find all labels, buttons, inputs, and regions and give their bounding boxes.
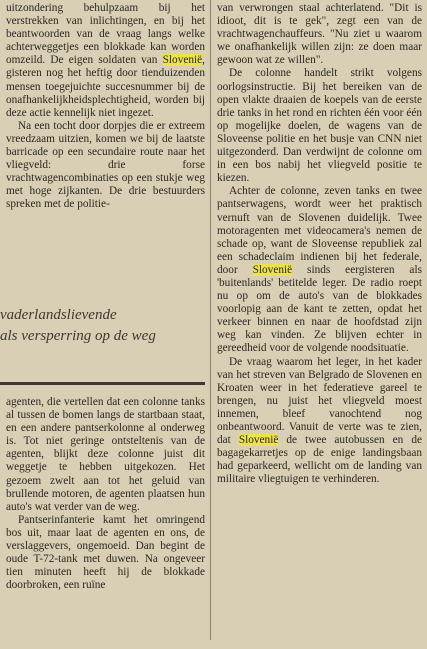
- highlighted-word: Slovenië: [252, 263, 293, 276]
- article-paragraph: [6, 396, 205, 514]
- article-column-right: [217, 2, 422, 486]
- text-run: de twee autobussen en de bagagekarretjes op de enige landingsbaan had geparkeerd, wellicht om de landing van militaire vliegtuigen te verhinderen.: [217, 434, 422, 486]
- text-run: , gisteren nog het heftig door tienduizenden mensen toegejuichte succesnummer bij de onafhankelijkheidsplechtigheid, worden bij deze actie kennelijk niet ingezet.: [6, 54, 205, 119]
- pull-quote-line: vaderlandslievende: [0, 307, 117, 323]
- text-run: Na een tocht door dorpjes die er extreem vreedzaam uitzien, komen we bij de laatste barricade op een secundaire route naar het vliegveld: drie forse vrachtwagencombinaties op een stukje weg met hoge zijkanten. De drie bestuurders spreken met de politie-: [6, 119, 205, 211]
- article-column-left: [6, 2, 205, 212]
- highlighted-word: Slovenië: [238, 434, 279, 447]
- article-paragraph: [217, 2, 422, 67]
- article-column-middle: [6, 396, 205, 592]
- article-paragraph: [6, 2, 205, 120]
- pull-quote: [0, 305, 210, 347]
- article-paragraph: [217, 356, 422, 487]
- highlighted-word: Slovenië: [162, 54, 203, 67]
- text-run: uitzondering behulpzaam bij het verstrekken van inlichtingen, en bij het beantwoorden van de vraag langs welke achterweggetjes een blokkade kan worden omzeild. De eigen soldaten van: [6, 2, 205, 67]
- article-paragraph: [6, 120, 205, 212]
- pull-quote-rule: [0, 382, 205, 385]
- text-run: Pantserinfanterie kamt het omringend bos uit, maar laat de agenten en ons, de verslaggevers, ongemoeid. Dan begint de oude T-72-tank met duwen. Na ongeveer tien minuten heeft hij de blokkade doorbroken, een ruïne: [6, 513, 205, 592]
- column-divider: [210, 0, 211, 640]
- pull-quote-line: als versperring op de weg: [0, 328, 156, 344]
- text-run: van verwrongen staal achterlatend. "Dit is idioot, dit is te gek", zegt een van de vrachtwagenchauffeurs. "Nu ziet u waarom we onafhankelijk willen zijn: ze doen maar gewoon wat ze willen".: [217, 2, 422, 67]
- article-paragraph: [217, 185, 422, 355]
- text-run: sinds eergisteren als 'buitenlands' betitelde leger. De radio roept nu op om de auto's van de blokkades voorlopig aan de kant te zetten, opdat het verkeer binnen en naar de hoofdstad zijn weg kan vinden. Ze blijven echter in gereedheid voor de volgende noodsituatie.: [217, 263, 422, 355]
- article-paragraph: [217, 67, 422, 185]
- text-run: agenten, die vertellen dat een colonne tanks al tussen de bomen langs de startbaan staat, en een andere pantserkolonne al onderweg is. Tot niet geringe ontsteltenis van de agenten, blijkt deze colonne juist dit weggetje te hebben uitgekozen. Het gezoem zwelt aan tot het geluid van brullende motoren, de agenten plaatsen hun auto's wat verder van de weg.: [6, 396, 205, 513]
- text-run: De colonne handelt strikt volgens oorlogsinstructie. Bij het bereiken van de open vlakte draaien de koepels van de eerste drie tanks in het rond en richten één voor één op mogelijke doelen, de wagens van de Sloveense politie en het busje van CNN niet uitgezonderd. Dan verdwijnt de colonne om in een bos nabij het vliegveld positie te kiezen.: [217, 67, 422, 185]
- text-run: Achter de colonne, zeven tanks en twee pantserwagens, wordt weer het praktisch vernuft van de Slovenen duidelijk. Twee motoragenten met videocamera's nemen de schade op, want de Sloveense republiek zal een schadeclaim indienen bij het federale, door: [217, 185, 422, 276]
- text-run: De vraag waarom het leger, in het kader van het streven van Belgrado de Slovenen en Kroaten weer in het federatieve gareel te brengen, nu juist het vliegveld moest innemen, bleef vanochtend nog onbeantwoord. Vanuit de verte was te zien, dat: [217, 355, 422, 447]
- article-paragraph: [6, 514, 205, 593]
